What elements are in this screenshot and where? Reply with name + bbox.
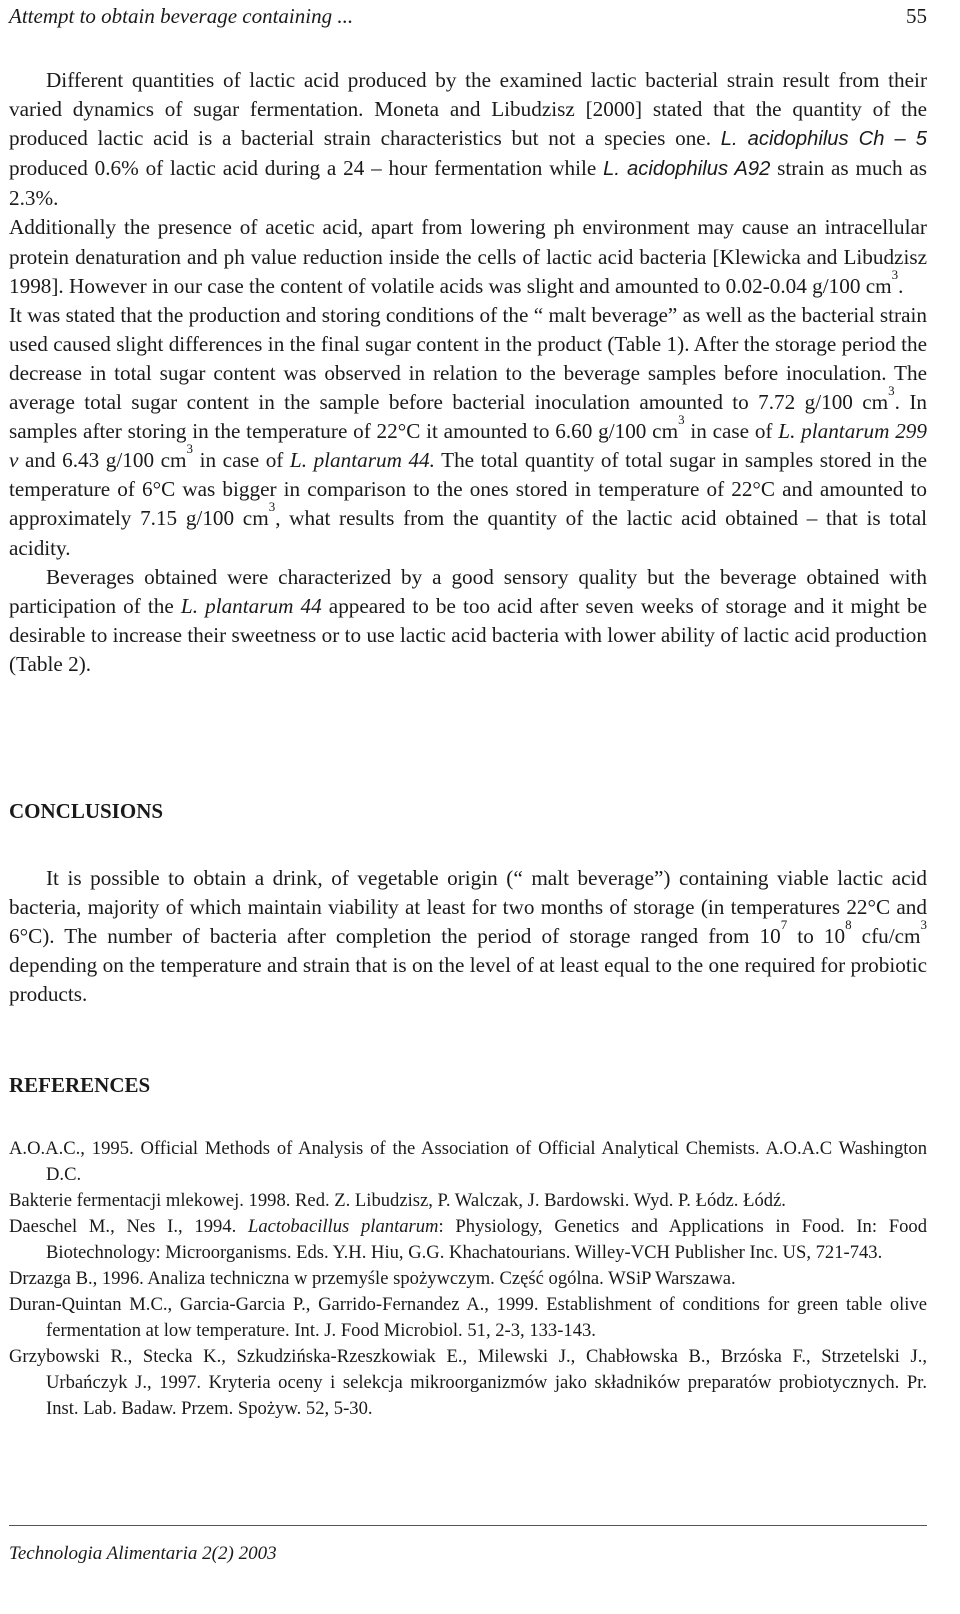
- strain-name: L. plantarum 299 v: [9, 419, 927, 473]
- species-name: Lactobacillus plantarum: [248, 1216, 439, 1237]
- conclusions-text: It is possible to obtain a drink, of vegetable origin (“ malt beverage”) containing viable lactic acid bacteria, majority of which maintain viability at least for two months of storage (in temperatures 22°C and 6°C). The number of bacteria after completion the period of storage ranged from $10^7$ to $10^8$ cfu/$cm^3$ depending on the temperature and strain that is on the level of at least equal to the one required for probiotic products.: [9, 866, 927, 1007]
- paragraph-sensory-quality: Beverages obtained were characterized by a good sensory quality but the beverage obtained with participation of the L. plantarum 44 appeared to be too acid after seven weeks of storage and it might be desirable to increase their sweetness or to use lactic acid bacteria with lower ability of lactic acid production (Table 2).: [9, 564, 928, 676]
- running-title: Attempt to obtain beverage containing ...: [9, 4, 354, 28]
- paragraph-acetic-acid: Additionally the presence of acetic acid, apart from lowering ph environment may cause an intracellular protein denaturation and ph value reduction inside the cells of lactic acid bacteria [Klewicka and Libudzisz 1998]. However in our case the content of volatile acids was slight and amounted to 0.02-0.04 g/100 $cm^3$.: [9, 215, 927, 298]
- running-footer: Technologia Alimentaria 2(2) 2003: [9, 1543, 277, 1564]
- conclusions-heading: CONCLUSIONS: [9, 799, 164, 823]
- superscript: 3: [678, 412, 685, 428]
- strain-name: L. plantarum 44.: [289, 448, 435, 473]
- reference-item: Bakterie fermentacji mlekowej. 1998. Red. Z. Libudzisz, P. Walczak, J. Bardowski. Wyd. P. Łódz. Łódź.: [9, 1190, 786, 1211]
- strain-name: L. acidophilus Ch – 5: [720, 128, 927, 151]
- reference-item: Drzazga B., 1996. Analiza techniczna w przemyśle spożywczym. Część ogólna. WSiP Warszawa.: [9, 1268, 736, 1289]
- paragraph-sugar-content: It was stated that the production and storing conditions of the “ malt beverage” as well as the bacterial strain used caused slight differences in the final sugar content in the product (Table 1). After the storage period the decrease in total sugar content was observed in relation to the beverage samples before inoculation. The average total sugar content in the sample before bacterial inoculation amounted to 7.72 g/100 $cm^3$. In samples after storing in the temperature of 22°C it amounted to 6.60 g/100 $cm^3$ in case of L. plantarum 299 v and 6.43 g/100 $cm^3$ in case of L. plantarum 44. The total quantity of total sugar in samples stored in the temperature of 6°C was bigger in comparison to the ones stored in temperature of 22°C and amounted to approximately 7.15 g/100 $cm^3$, what results from the quantity of the lactic acid obtained – that is total acidity.: [9, 302, 928, 560]
- paragraph-lactic-acid-quantities: Different quantities of lactic acid produced by the examined lactic bacterial strain result from their varied dynamics of sugar fermentation. Moneta and Libudzisz [2000] stated that the quantity of the produced lactic acid is a bacterial strain characteristics but not a species one. L. acidophilus Ch – 5 produced 0.6% of lactic acid during a 24 – hour fermentation while L. acidophilus A92 strain as much as 2.3%.: [9, 68, 928, 211]
- footer-rule: [9, 1525, 927, 1526]
- page-number: 55: [906, 4, 927, 28]
- reference-list: [9, 1136, 927, 1422]
- superscript: 3: [891, 266, 899, 282]
- references-heading: REFERENCES: [9, 1073, 151, 1097]
- reference-item: Duran-Quintan M.C., Garcia-Garcia P., Garrido-Fernandez A., 1999. Establishment of conditions for green table olive fermentation at low temperature. Int. J. Food Microbiol. 51, 2-3, 133-143.: [9, 1294, 927, 1341]
- reference-item: Daeschel M., Nes I., 1994. Lactobacillus plantarum: Physiology, Genetics and Applications in Food. In: Food Biotechnology: Microorganisms. Eds. Y.H. Hiu, G.G. Khachatourians. Willey-VCH Publisher Inc. US, 721-743.: [9, 1216, 927, 1263]
- superscript: 8: [845, 917, 852, 933]
- superscript: 3: [186, 441, 194, 457]
- running-header: [9, 2, 927, 30]
- reference-item: A.O.A.C., 1995. Official Methods of Analysis of the Association of Official Analytical Chemists. A.O.A.C Washington D.C.: [9, 1138, 927, 1185]
- discussion-text: [9, 66, 927, 679]
- superscript: 7: [780, 917, 788, 933]
- reference-item: Grzybowski R., Stecka K., Szkudzińska-Rzeszkowiak E., Milewski J., Chabłowska B., Brzóska F., Strzetelski J., Urbańczyk J., 1997. Kryteria oceny i selekcja mikroorganizmów jako składników preparatów probiotycznych. Pr. Inst. Lab. Badaw. Przem. Spożyw. 52, 5-30.: [9, 1346, 927, 1419]
- strain-name: L. plantarum 44: [180, 593, 322, 618]
- superscript: 3: [888, 383, 895, 399]
- superscript: 3: [268, 499, 276, 515]
- strain-name: L. acidophilus A92: [603, 158, 771, 181]
- superscript: 3: [920, 917, 927, 933]
